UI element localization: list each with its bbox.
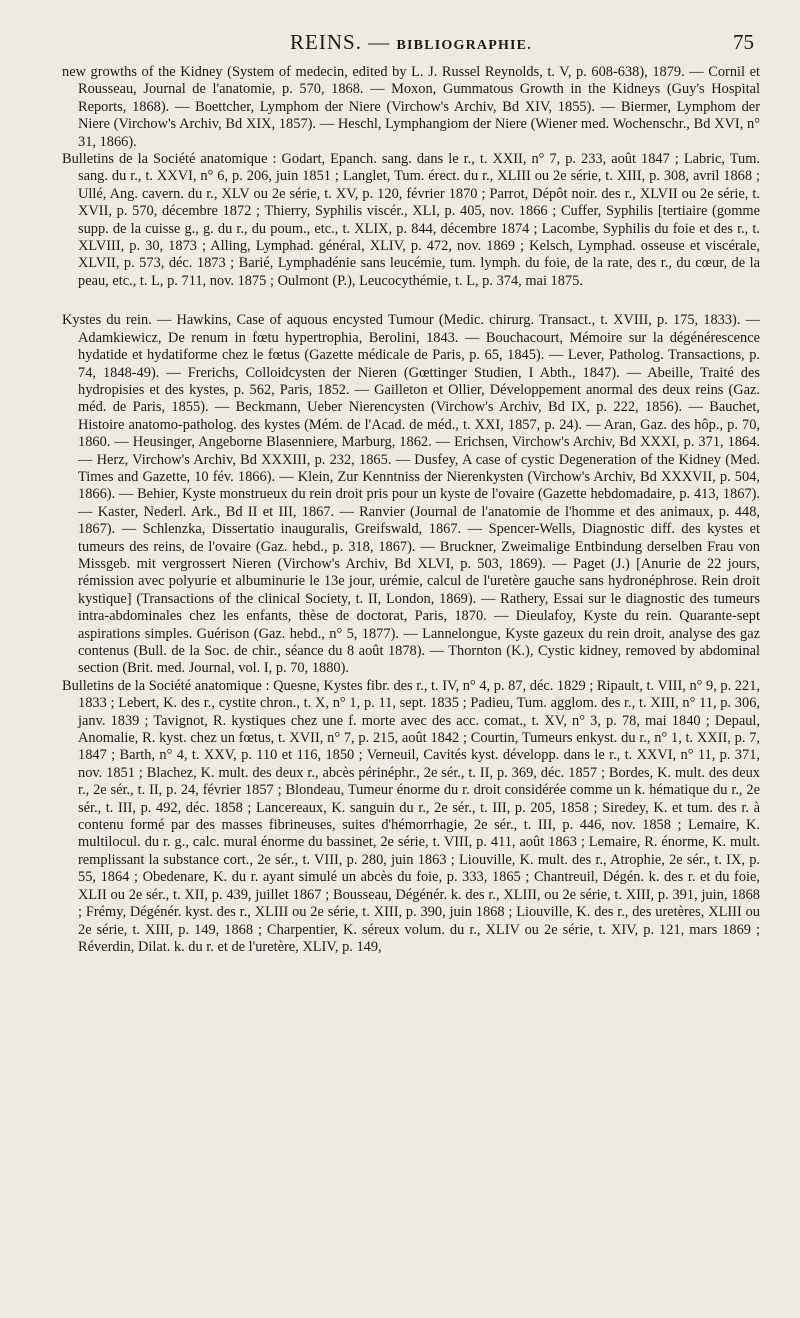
page-header xyxy=(62,28,760,64)
bibliography-entry-tumours-continued: new growths of the Kidney (System of medecin, edited by L. J. Russel Reynolds, t. V, p. 608-638), 1879. — Cornil et Rousseau, Journal de l'anatomie, p. 570, 1868. — Moxon, Gummatous Growth in the Kidneys (Guy's Hospital Reports, 1868). — Boettcher, Lymphom der Niere (Virchow's Archiv, Bd XIV, 1855). — Biermer, Lymphom der Niere (Virchow's Archiv, Bd XIX, 1857). — Heschl, Lymphangiom der Niere (Wiener med. Wochenschr., Bd XVI, n° 31, 1866). xyxy=(62,64,760,150)
bibliography-entry-bulletins-tumours: Bulletins de la Société anatomique : Godart, Epanch. sang. dans le r., t. XXII, n° 7, p. 233, août 1847 ; Labric, Tum. sang. du r., t. XXVI, n° 6, p. 206, juin 1851 ; Langlet, Tum. érect. du r., XLIII ou 2e série, t. XIII, p. 308, avril 1868 ; Ullé, Ang. cavern. du r., XLV ou 2e série, t. XV, p. 120, février 1870 ; Parrot, Dépôt noir. des r., XLVII ou 2e série, t. XVII, p. 570, décembre 1872 ; Thierry, Syphilis viscér., XLI, p. 405, nov. 1866 ; Cuffer, Syphilis [tertiaire (gomme supp. de la cuisse g., g. du r., du poum., etc., t. XLIX, p. 844, décembre 1874 ; Lacombe, Syphilis du foie et des r., t. XLVIII, p. 30, 1873 ; Alling, Lymphad. général, XLIV, p. 472, nov. 1869 ; Kelsch, Lymphad. osseuse et viscérale, XLVII, p. 573, déc. 1873 ; Barié, Lymphadénie sans leucémie, tum. lymph. du foie, de la rate, des r., du cœur, de la peau, etc., t. L, p. 711, nov. 1875 ; Oulmont (P.), Leucocythémie, t. L, p. 374, mai 1875. xyxy=(62,151,760,289)
section-title: BIBLIOGRAPHIE. xyxy=(396,38,532,53)
running-title xyxy=(290,30,532,54)
page-number: 75 xyxy=(733,30,754,54)
paragraph-spacer xyxy=(62,290,760,312)
bibliography-entry-bulletins-kystes: Bulletins de la Société anatomique : Quesne, Kystes fibr. des r., t. IV, n° 4, p. 87, déc. 1829 ; Ripault, t. VIII, n° 9, p. 221, 1833 ; Lebert, K. des r., cystite chron., t. X, n° 1, p. 11, sept. 1835 ; Padieu, Tum. agglom. des r., t. XIII, n° 11, p. 306, janv. 1839 ; Tavignot, R. kystiques chez une f. morte avec des acc. comat., t. XV, n° 3, p. 78, mai 1840 ; Depaul, Anomalie, R. kyst. chez un fœtus, t. XVII, n° 7, p. 215, août 1842 ; Courtin, Tumeurs enkyst. du r., n° 1, t. XXII, p. 7, 1847 ; Barth, n° 4, t. XXV, p. 110 et 116, 1850 ; Verneuil, Cavités kyst. développ. dans le r., t. XXVI, n° 11, p. 371, nov. 1851 ; Blachez, K. mult. des deux r., abcès périnéphr., 2e sér., t. II, p. 369, déc. 1857 ; Bordes, K. mult. des deux r., 2e sér., t. II, p. 24, février 1857 ; Blondeau, Tumeur énorme du r. droit considérée comme un k. hématique du r., 2e sér., t. III, p. 492, déc. 1858 ; Lancereaux, K. sanguin du r., 2e sér., t. III, p. 205, 1858 ; Siredey, K. et tum. des r. à contenu formé par des masses fibrineuses, suites d'hémorrhagie, 2e sér., t. III, p. 446, nov. 1858 ; Lemaire, K. multilocul. du r. g., calc. mural énorme du bassinet, 2e série, t. VIII, p. 411, août 1863 ; Lemaire, R. énorme, K. mult. remplissant la substance cort., 2e sér., t. VIII, p. 280, juin 1863 ; Liouville, K. mult. des r., Atrophie, 2e sér., t. IX, p. 55, 1864 ; Obedenare, K. du r. ayant simulé un abcès du foie, p. 333, 1865 ; Chantreuil, Dégén. k. des r. et du foie, XLII ou 2e sér., t. XII, p. 439, juillet 1867 ; Bousseau, Dégénér. k. des r., XLIII, ou 2e série, t. XIII, p. 391, juin, 1868 ; Frémy, Dégénér. kyst. des r., XLIII ou 2e série, t. XIII, p. 390, juin 1868 ; Liouville, K. des r., des uretères, XLIII ou 2e série, t. XIII, p. 149, 1868 ; Charpentier, K. séreux volum. du r., XLIV ou 2e série, t. XIV, p. 121, mars 1869 ; Réverdin, Dilat. k. du r. et de l'uretère, XLIV, p. 149, xyxy=(62,677,760,955)
title-dash: — xyxy=(368,30,391,54)
chapter-title: REINS. xyxy=(290,30,362,54)
bibliography-body xyxy=(62,64,760,956)
bibliography-entry-kystes-du-rein: Kystes du rein. — Hawkins, Case of aquous encysted Tumour (Medic. chirurg. Transact., t. XVIII, p. 175, 1833). — Adamkiewicz, De renum in fœtu hypertrophia, Berolini, 1843. — Bouchacourt, Mémoire sur la dégénérescence hydatide et hydatiforme chez le fœtus (Gazette médicale de Paris, p. 65, 1845). — Lever, Patholog. Transactions, p. 74, 1848-49). — Frerichs, Colloidcysten der Nieren (Gœttinger Studien, I Abth., 1847). — Abeille, Traité des hydropisies et des kystes, p. 562, Paris, 1852. — Gailleton et Ollier, Développement anormal des deux reins (Gaz. méd. de Paris, 1855). — Beckmann, Ueber Nierencysten (Virchow's Archiv, Bd IX, p. 222, 1856). — Bauchet, Histoire anatomo-patholog. des kystes (Mém. de l'Acad. de méd., t. XXI, 1857, p. 24). — Aran, Gaz. des hôp., p. 70, 1860. — Heusinger, Angeborne Blasenniere, Marburg, 1862. — Erichsen, Virchow's Archiv, Bd XXXI, p. 371, 1864. — Herz, Virchow's Archiv, Bd XXXIII, p. 232, 1865. — Dusfey, A case of cystic Degeneration of the Kidney (Med. Times and Gazette, 10 fév. 1866). — Klein, Zur Kenntniss der Nierenkysten (Virchow's Archiv, Bd XXXVII, p. 504, 1866). — Behier, Kyste monstrueux du rein droit pris pour un kyste de l'ovaire (Gazette hebdomadaire, p. 413, 1867). — Kaster, Nederl. Ark., Bd II et III, 1867. — Ranvier (Journal de l'anatomie de l'homme et des animaux, p. 448, 1867). — Schlenzka, Dissertatio inauguralis, Greifswald, 1867. — Spencer-Wells, Diagnostic diff. des kystes et tumeurs des reins, de l'ovaire (Gaz. hebd., p. 318, 1867). — Bruckner, Zweimalige Entbindung derselben Frau von Missgeb. mit vergrossert Nieren (Virchow's Archiv, Bd XLVI, p. 503, 1869). — Paget (J.) [Anurie de 22 jours, rémission avec polyurie et albuminurie le 13e jour, urémie, calcul de l'uretère gauche sans hydronéphrose. Rein droit kystique] (Transactions of the clinical Society, t. II, London, 1869). — Rathery, Essai sur le diagnostic des tumeurs intra-abdominales chez les enfants, thèse de doctorat, Paris, 1870. — Dieulafoy, Kyste du rein. Quarante-sept aspirations simples. Guérison (Gaz. hebd., n° 5, 1877). — Lannelongue, Kyste gazeux du rein droit, analyse des gaz contenus (Bull. de la Soc. de chir., séance du 8 août 1878). — Thornton (K.), Cystic kidney, removed by abdominal section (Brit. med. Journal, vol. I, p. 70, 1880). xyxy=(62,312,760,677)
